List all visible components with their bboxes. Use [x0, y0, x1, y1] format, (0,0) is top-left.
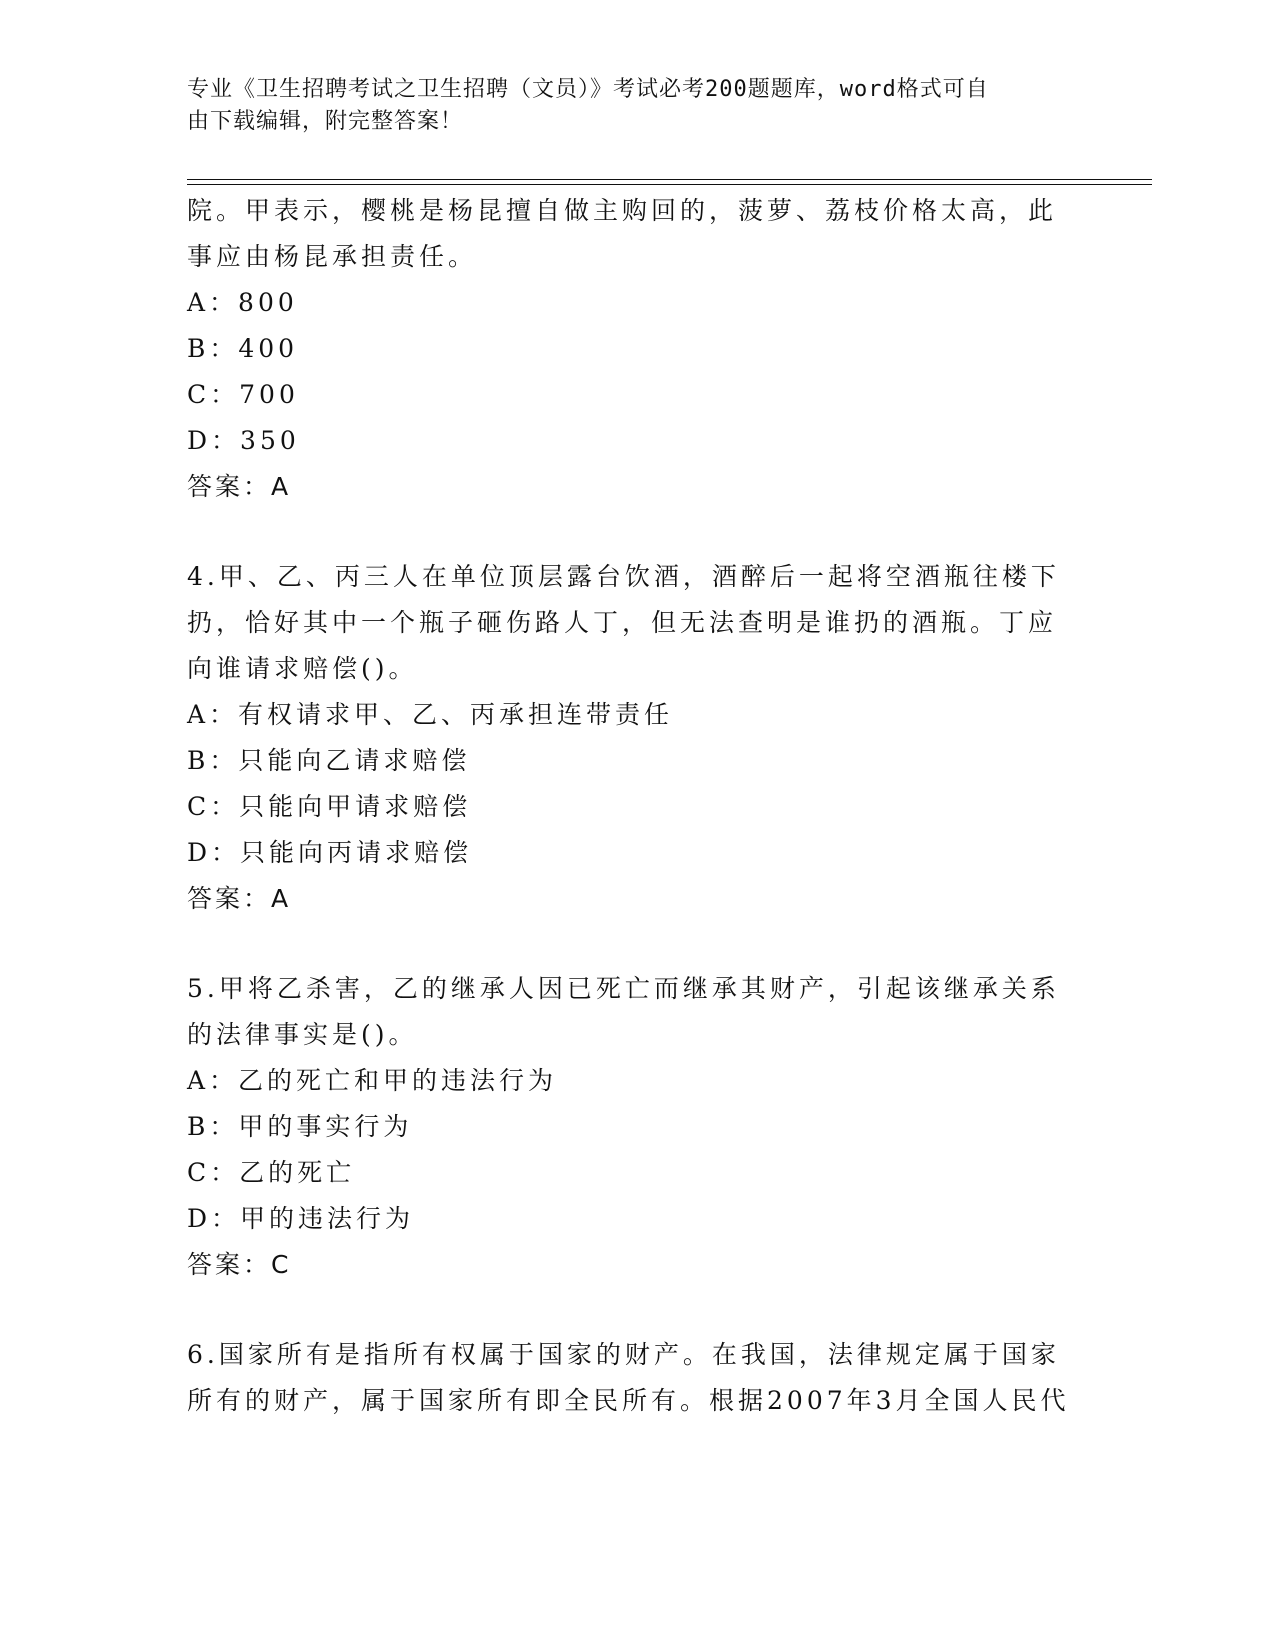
header-divider-top — [187, 179, 1152, 180]
question-text-line: 所有的财产，属于国家所有即全民所有。根据2007年3月全国人民代 — [187, 1386, 1070, 1415]
answer-line: 答案：A — [187, 884, 292, 913]
question-text-line: 院。甲表示，樱桃是杨昆擅自做主购回的，菠萝、荔枝价格太高，此 — [187, 196, 1058, 225]
question-6 — [187, 1332, 1077, 1424]
question-text-line: 6.国家所有是指所有权属于国家的财产。在我国，法律规定属于国家 — [187, 1340, 1060, 1369]
option-a: A：乙的死亡和甲的违法行为 — [187, 1066, 558, 1095]
question-text-line: 5.甲将乙杀害，乙的继承人因已死亡而继承其财产，引起该继承关系 — [187, 974, 1060, 1003]
question-5 — [187, 966, 1077, 1288]
option-c: C：700 — [187, 380, 299, 409]
header-line-1: 专业《卫生招聘考试之卫生招聘（文员）》考试必考200题题库，word格式可自 — [187, 77, 989, 102]
question-text-line: 的法律事实是()。 — [187, 1020, 418, 1049]
option-c: C：只能向甲请求赔偿 — [187, 792, 472, 821]
option-d: D：甲的违法行为 — [187, 1204, 415, 1233]
option-c: C：乙的死亡 — [187, 1158, 356, 1187]
question-text-line: 扔，恰好其中一个瓶子砸伤路人丁，但无法查明是谁扔的酒瓶。丁应 — [187, 608, 1058, 637]
question-4 — [187, 554, 1077, 922]
option-a: A：有权请求甲、乙、丙承担连带责任 — [187, 700, 674, 729]
option-b: B：只能向乙请求赔偿 — [187, 746, 471, 775]
header-line-2: 由下载编辑，附完整答案！ — [187, 109, 464, 134]
answer-line: 答案：C — [187, 1250, 292, 1279]
question-text-line: 4.甲、乙、丙三人在单位顶层露台饮酒，酒醉后一起将空酒瓶往楼下 — [187, 562, 1060, 591]
header-divider-bottom — [187, 184, 1152, 185]
option-d: D：350 — [187, 426, 300, 455]
option-b: B：400 — [187, 334, 299, 363]
document-header — [187, 74, 1067, 138]
question-text-line: 向谁请求赔偿()。 — [187, 654, 418, 683]
answer-line: 答案：A — [187, 472, 292, 501]
option-a: A：800 — [187, 288, 298, 317]
document-body — [187, 188, 1077, 1424]
option-d: D：只能向丙请求赔偿 — [187, 838, 473, 867]
option-b: B：甲的事实行为 — [187, 1112, 413, 1141]
question-text-line: 事应由杨昆承担责任。 — [187, 242, 478, 271]
question-3 — [187, 188, 1077, 510]
